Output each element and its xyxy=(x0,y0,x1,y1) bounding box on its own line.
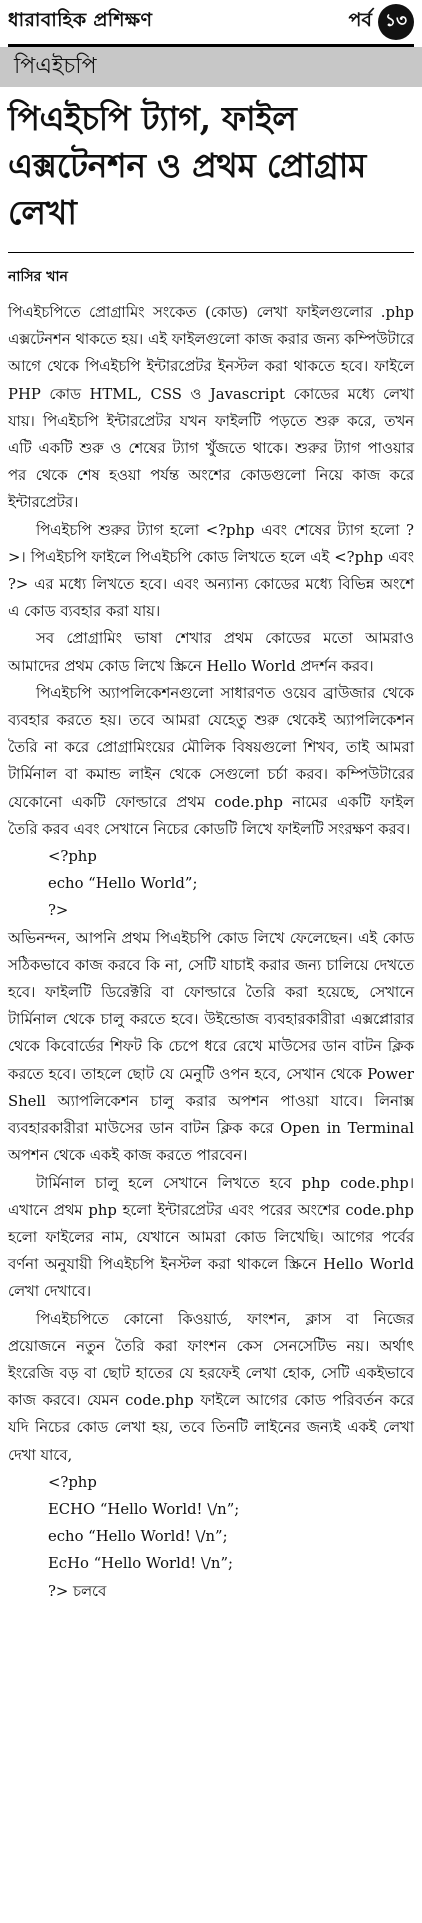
article-body xyxy=(8,299,414,1605)
code-line: ECHO “Hello World! \/n”; xyxy=(48,1500,240,1518)
code-line: echo “Hello World! \/n”; xyxy=(48,1528,228,1546)
code-block-case-insensitive xyxy=(8,1469,414,1605)
series-header xyxy=(8,0,414,47)
section-tag: পিএইচপি xyxy=(0,47,422,87)
code-line: ?> xyxy=(48,902,69,920)
code-line: echo “Hello World”; xyxy=(48,875,198,893)
code-block-hello-world xyxy=(8,843,414,925)
code-line: <?php xyxy=(48,1473,97,1491)
article-headline: পিএইচপি ট্যাগ, ফাইল এক্সটেনশন ও প্রথম প্রোগ্রাম লেখা xyxy=(8,99,366,232)
paragraph: পিএইচপি শুরুর ট্যাগ হলো <?php এবং শেষের ট্যাগ হলো ?>। পিএইচপি ফাইলে পিএইচপি কোড লিখতে হলে এই <?php এবং ?> এর মধ্যে লিখতে হবে। এবং অন্যান্য কোডের মধ্যে বিভিন্ন অংশে এ কোড ব্যবহার করা যায়। xyxy=(8,521,414,621)
headline-divider xyxy=(8,252,414,253)
episode-label: পর্ব xyxy=(348,9,372,31)
author-byline: নাসির খান xyxy=(8,269,68,285)
paragraph: অভিনন্দন, আপনি প্রথম পিএইচপি কোড লিখে ফেলেছেন। এই কোড সঠিকভাবে কাজ করবে কি না, সেটি যাচাই করার জন্য চালিয়ে দেখতে হবে। ফাইলটি ডিরেক্টরি বা ফোল্ডারে তৈরি করা হয়েছে, সেখানে টার্মিনাল থেকে চালু করতে হবে। উইন্ডোজ ব্যবহারকারীরা এক্সপ্লোরার থেকে কিবোর্ডের শিফট কি চেপে ধরে রেখে মাউসের ডান বাটন ক্লিক করতে হবে। তাহলে ছোট যে মেনুটি ওপন হবে, সেখান থেকে Power Shell অ্যাপলিকেশন চালু করার অপশন পাওয়া যাবে। লিনাক্স ব্যবহারকারীরা মাউসের ডান বাটন ক্লিক করে Open in Terminal অপশন থেকে একই কাজ করতে পারবেন। xyxy=(8,929,414,1165)
episode-number-badge: ১৩ xyxy=(378,4,414,40)
paragraph: পিএইচপি অ্যাপলিকেশনগুলো সাধারণত ওয়েব ব্রাউজার থেকে ব্যবহার করতে হয়। তবে আমরা যেহেতু শুরু থেকেই অ্যাপলিকেশন তৈরি না করে প্রোগ্রামিংয়ের মৌলিক বিষয়গুলো শিখব, তাই আমরা টার্মিনাল বা কমান্ড লাইন থেকে সেগুলো চর্চা করব। কম্পিউটারের যেকোনো একটি ফোল্ডারে প্রথম code.php নামের একটি ফাইল তৈরি করব এবং সেখানে নিচের কোডটি লিখে ফাইলটি সংরক্ষণ করব। xyxy=(8,684,414,838)
paragraph: টার্মিনাল চালু হলে সেখানে লিখতে হবে php code.php। এখানে প্রথম php হলো ইন্টারপ্রেটর এবং পরের অংশের code.php হলো ফাইলের নাম, যেখানে আমরা কোড লিখেছি। আগের পর্বের বর্ণনা অনুযায়ী পিএইচপি ইনস্টল করা থাকলে স্ক্রিনে Hello World লেখা দেখাবে। xyxy=(8,1174,414,1301)
paragraph: পিএইচপিতে কোনো কিওয়ার্ড, ফাংশন, ক্লাস বা নিজের প্রয়োজনে নতুন তৈরি করা ফাংশন কেস সেনসেটিভ নয়। অর্থাৎ ইংরেজি বড় বা ছোট হাতের যে হরফেই লেখা হোক, সেটি একইভাবে কাজ করবে। যেমন code.php ফাইলে আগের কোড পরিবর্তন করে যদি নিচের কোড লেখা হয়, তবে তিনটি লাইনের জন্যই একই লেখা দেখা যাবে, xyxy=(8,1310,414,1464)
episode-indicator xyxy=(349,4,414,40)
code-line: ?> চলবে xyxy=(48,1582,107,1600)
paragraph: পিএইচপিতে প্রোগ্রামিং সংকেত (কোড) লেখা ফাইলগুলোর .php এক্সটেনশন থাকতে হয়। এই ফাইলগুলো কাজ করার জন্য কম্পিউটারে আগে থেকে পিএইচপি ইন্টারপ্রেটর ইনস্টল করা থাকতে হবে। ফাইলে PHP কোড HTML, CSS ও Javascript কোডের মধ্যে লেখা যায়। পিএইচপি ইন্টারপ্রেটর যখন ফাইলটি পড়তে শুরু করে, তখন এটি একটি শুরু ও শেষের ট্যাগ খুঁজতে থাকে। শুরুর ট্যাগ পাওয়ার পর থেকে শেষ হওয়া পর্যন্ত অংশের কোডগুলো নিয়ে কাজ করে ইন্টারপ্রেটর। xyxy=(8,304,414,512)
code-line: EcHo “Hello World! \/n”; xyxy=(48,1555,233,1573)
series-title: ধারাবাহিক প্রশিক্ষণ xyxy=(8,9,153,31)
paragraph: সব প্রোগ্রামিং ভাষা শেখার প্রথম কোডের মতো আমরাও আমাদের প্রথম কোড লিখে স্ক্রিনে Hello World প্রদর্শন করব। xyxy=(8,630,414,675)
code-line: <?php xyxy=(48,848,97,866)
